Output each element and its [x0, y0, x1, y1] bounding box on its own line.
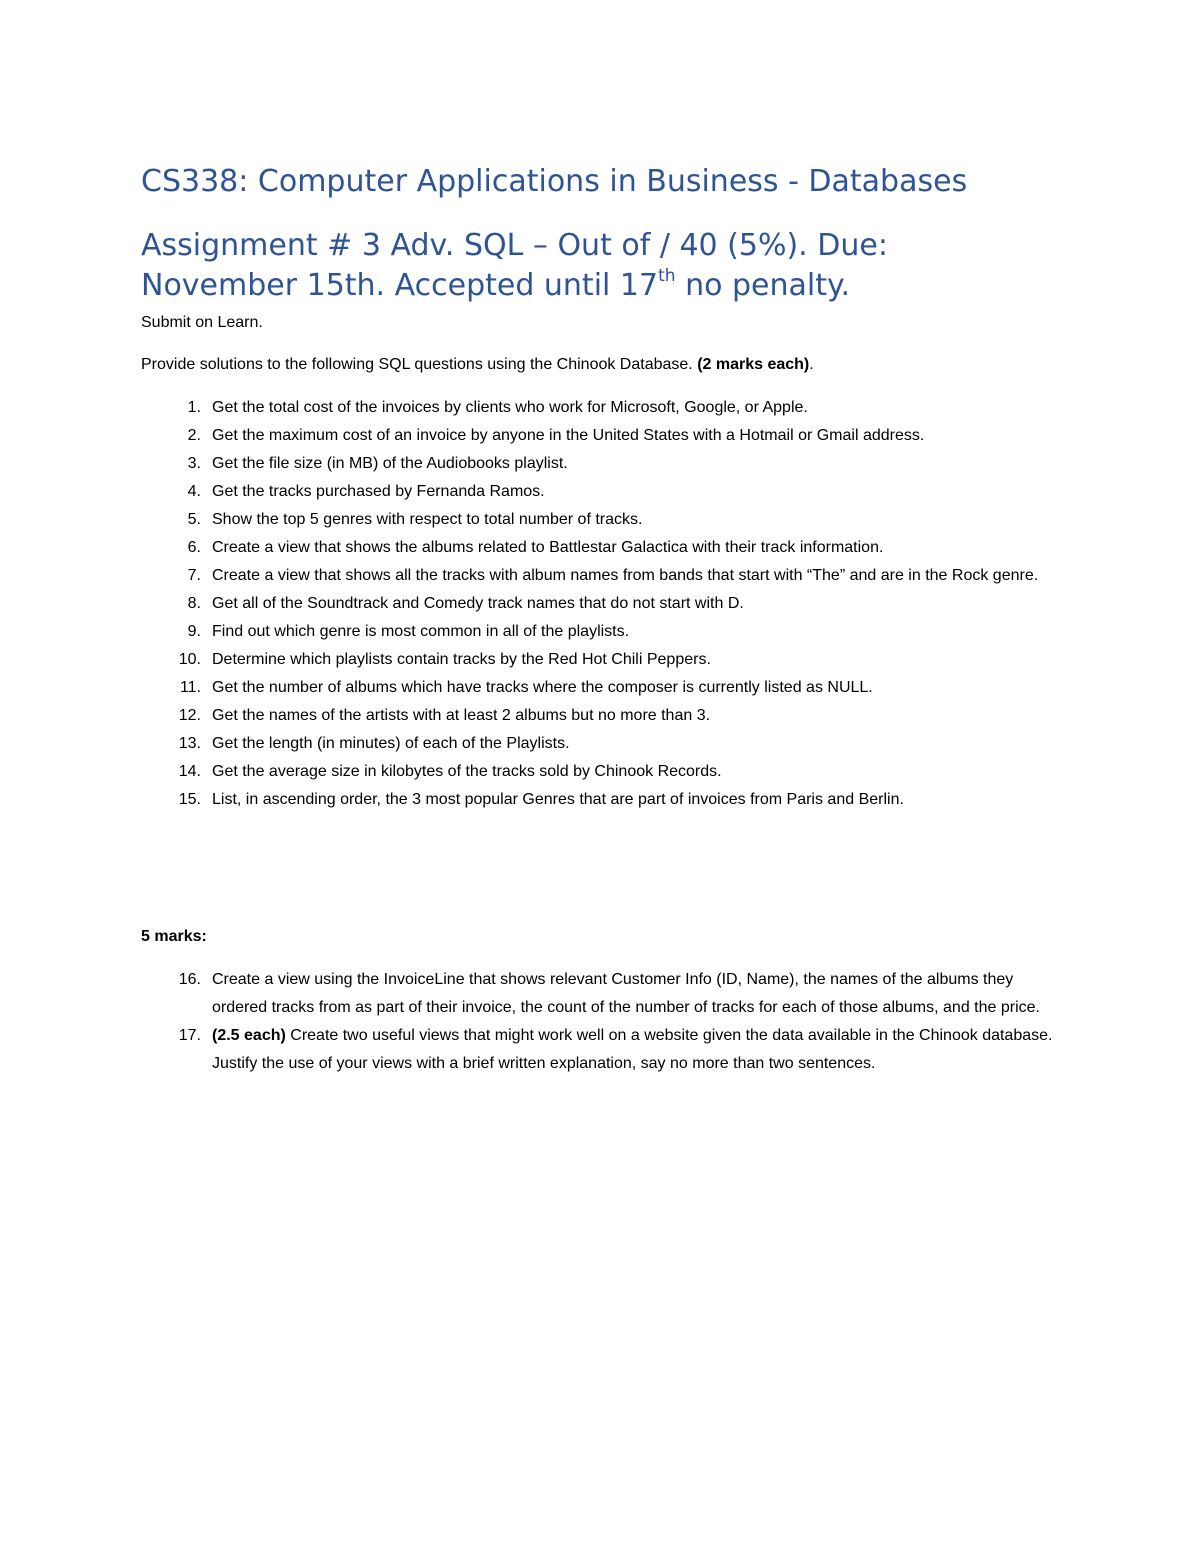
question-item — [141, 618, 1072, 646]
question-item — [141, 534, 1072, 562]
question-text: (2.5 each) Create two useful views that might work well on a website given the data available in the Chinook database. Justify the use of your views with a brief written explanation, say no more than two sentences. — [212, 1027, 1053, 1072]
question-text: Get the number of albums which have tracks where the composer is currently listed as NULL. — [212, 679, 873, 696]
question-number: 8. — [187, 595, 201, 612]
question-number: 16. — [178, 971, 201, 988]
five-marks-heading: 5 marks: — [141, 928, 207, 945]
question-text: Create a view that shows all the tracks with album names from bands that start with “The” and are in the Rock genre. — [212, 567, 1039, 584]
question-item — [141, 450, 1072, 478]
question-text: Get the maximum cost of an invoice by anyone in the United States with a Hotmail or Gmail address. — [212, 427, 925, 444]
question-number: 2. — [187, 427, 201, 444]
question-text: Get the length (in minutes) of each of the Playlists. — [212, 735, 570, 752]
question-number: 5. — [187, 511, 201, 528]
question-list — [141, 394, 1072, 814]
question-text: Show the top 5 genres with respect to total number of tracks. — [212, 511, 643, 528]
question-text: List, in ascending order, the 3 most popular Genres that are part of invoices from Paris and Berlin. — [212, 791, 904, 808]
instructions-text: Provide solutions to the following SQL questions using the Chinook Database. — [141, 356, 698, 373]
question-item — [141, 1022, 1101, 1078]
question-item — [141, 646, 1072, 674]
question-text: Get the names of the artists with at least 2 albums but no more than 3. — [212, 707, 711, 724]
question-item — [141, 786, 1072, 814]
marks-each-label: (2 marks each) — [697, 356, 810, 373]
instructions-end: . — [809, 356, 814, 373]
question-text: Get the total cost of the invoices by clients who work for Microsoft, Google, or Apple. — [212, 399, 808, 416]
question-item — [141, 674, 1072, 702]
question-item — [141, 730, 1072, 758]
question-text: Get the average size in kilobytes of the tracks sold by Chinook Records. — [212, 763, 722, 780]
question-text: Create a view using the InvoiceLine that shows relevant Customer Info (ID, Name), the names of the albums they ordered tracks from as part of their invoice, the count of the number of tracks for each of those albums, and the price. — [212, 971, 1040, 1016]
question-number: 12. — [178, 707, 201, 724]
question-number: 17. — [178, 1027, 201, 1044]
question-text: Find out which genre is most common in all of the playlists. — [212, 623, 630, 640]
question-number: 6. — [187, 539, 201, 556]
assignment-subtitle — [141, 226, 1041, 306]
question-number: 13. — [178, 735, 201, 752]
subtitle-line-2: November 15th. Accepted until 17 — [141, 268, 659, 303]
subtitle-superscript: th — [658, 266, 676, 286]
question-item — [141, 478, 1072, 506]
question-number: 9. — [187, 623, 201, 640]
question-number: 4. — [187, 483, 201, 500]
subtitle-line-1: Assignment # 3 Adv. SQL – Out of / 40 (5%). Due: — [141, 228, 888, 263]
instructions-paragraph — [141, 351, 814, 379]
question-number: 11. — [179, 679, 201, 696]
submit-note: Submit on Learn. — [141, 314, 263, 331]
question-item — [141, 966, 1101, 1022]
question-number: 1. — [187, 399, 201, 416]
question-number: 14. — [178, 763, 201, 780]
question-number: 3. — [187, 455, 201, 472]
question-number: 15. — [178, 791, 201, 808]
five-mark-question-list — [141, 966, 1101, 1078]
question-item — [141, 562, 1072, 590]
question-item — [141, 758, 1072, 786]
question-item — [141, 422, 1072, 450]
marks-each-label: (2.5 each) — [212, 1027, 286, 1044]
question-number: 10. — [178, 651, 201, 668]
question-text: Determine which playlists contain tracks by the Red Hot Chili Peppers. — [212, 651, 711, 668]
subtitle-line-2-end: no penalty. — [675, 268, 850, 303]
question-item — [141, 590, 1072, 618]
question-text: Get the file size (in MB) of the Audiobooks playlist. — [212, 455, 568, 472]
question-text: Get the tracks purchased by Fernanda Ramos. — [212, 483, 545, 500]
document-title: CS338: Computer Applications in Business - Databases — [141, 164, 968, 199]
question-item — [141, 702, 1072, 730]
question-item — [141, 394, 1072, 422]
question-number: 7. — [187, 567, 201, 584]
question-text: Create a view that shows the albums related to Battlestar Galactica with their track information. — [212, 539, 884, 556]
question-item — [141, 506, 1072, 534]
question-text: Get all of the Soundtrack and Comedy track names that do not start with D. — [212, 595, 744, 612]
